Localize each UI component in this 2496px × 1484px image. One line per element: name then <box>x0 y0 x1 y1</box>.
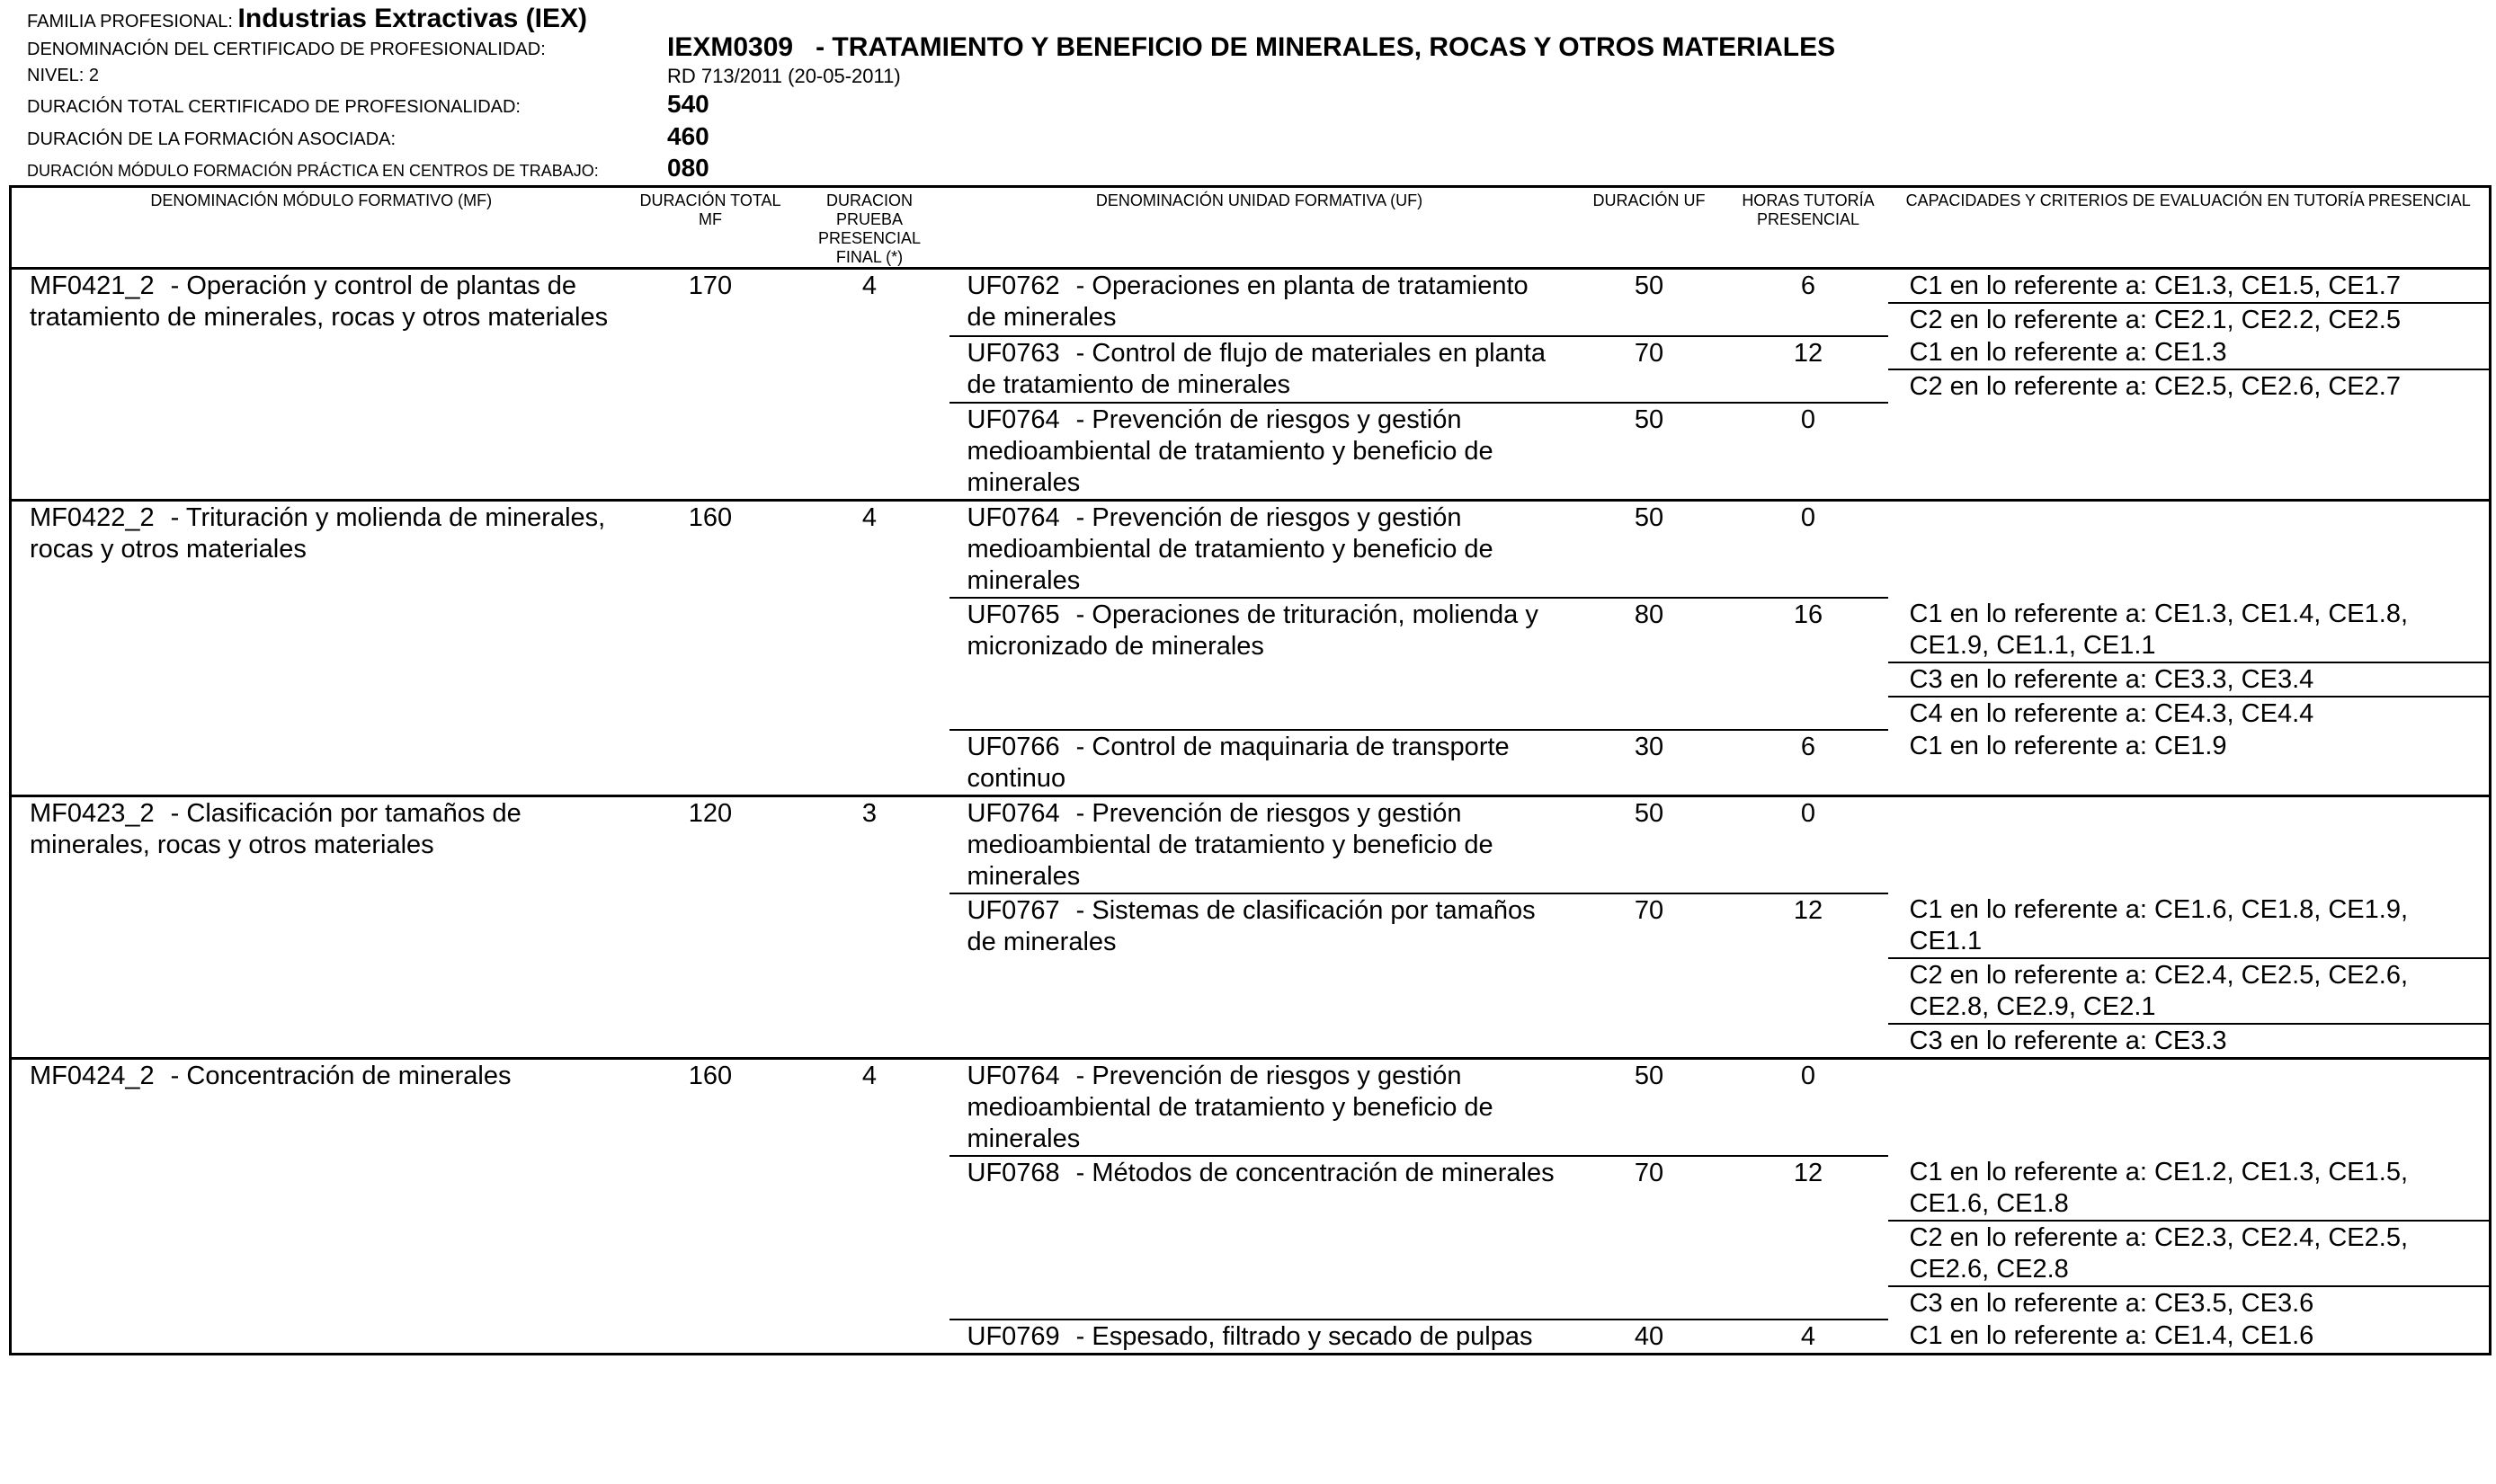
uf-duracion-value: 50 <box>1634 271 1664 300</box>
uf-name: - Métodos de concentración de minerales <box>1075 1159 1555 1187</box>
uf-code: UF0765 <box>967 600 1060 629</box>
uf-tutoria-value: 0 <box>1800 405 1816 434</box>
uf-duracion <box>1570 1320 1729 1355</box>
table-row <box>11 269 2491 304</box>
uf-horas-tutoria <box>1729 893 1888 1059</box>
rd-value: RD 713/2011 (20-05-2011) <box>667 65 901 87</box>
modules-table <box>9 185 2492 1355</box>
uf-name: - Prevención de riesgos y gestión medioambiental de tratamiento y beneficio de minerales <box>967 503 1493 595</box>
criterio-cell <box>1888 730 2491 796</box>
certificado-title <box>667 32 1835 63</box>
uf-tutoria-value: 12 <box>1793 896 1823 925</box>
uf-name: - Operaciones de trituración, molienda y micronizado de minerales <box>967 600 1538 661</box>
uf-horas-tutoria <box>1729 336 1888 403</box>
uf-duracion <box>1570 1059 1729 1157</box>
uf-code: UF0762 <box>967 271 1060 300</box>
certificado-name: - TRATAMIENTO Y BENEFICIO DE MINERALES, ROCAS Y OTROS MATERIALES <box>816 32 1836 62</box>
uf-tutoria-value: 12 <box>1793 339 1823 368</box>
module-cell <box>11 796 631 1059</box>
module-name: - Trituración y molienda de minerales, rocas y otros materiales <box>30 503 606 564</box>
criterio-text: C3 en lo referente a: CE3.3 <box>1909 1026 2227 1055</box>
uf-tutoria-value: 12 <box>1793 1159 1823 1187</box>
uf-duracion <box>1570 1156 1729 1320</box>
module-prueba-value: 4 <box>861 1062 878 1090</box>
module-duracion <box>631 1059 790 1355</box>
table-body <box>11 269 2491 1355</box>
module-prueba <box>790 501 949 796</box>
duracion-total-label: DURACIÓN TOTAL CERTIFICADO DE PROFESIONALIDAD: <box>27 97 521 117</box>
criterio-text: C1 en lo referente a: CE1.2, CE1.3, CE1.5, CE1.6, CE1.8 <box>1909 1158 2409 1218</box>
familia-profesional <box>27 4 587 34</box>
uf-tutoria-value: 6 <box>1800 271 1816 300</box>
uf-duracion <box>1570 403 1729 501</box>
module-duracion <box>631 796 790 1059</box>
uf-code: UF0767 <box>967 896 1060 925</box>
criterio-text: C1 en lo referente a: CE1.3 <box>1909 338 2227 367</box>
criterio-cell <box>1888 501 2491 599</box>
uf-horas-tutoria <box>1729 796 1888 894</box>
module-prueba <box>790 269 949 501</box>
uf-cell <box>949 730 1570 796</box>
criterio-text: C1 en lo referente a: CE1.3, CE1.4, CE1.8, CE1.9, CE1.1, CE1.1 <box>1909 600 2409 660</box>
module-prueba-value: 3 <box>861 799 878 828</box>
uf-cell <box>949 1059 1570 1157</box>
uf-duracion <box>1570 269 1729 337</box>
criterio-text: C3 en lo referente a: CE3.5, CE3.6 <box>1909 1289 2314 1318</box>
uf-name: - Prevención de riesgos y gestión medioambiental de tratamiento y beneficio de minerales <box>967 799 1493 891</box>
uf-code: UF0764 <box>967 503 1060 532</box>
module-cell <box>11 1059 631 1355</box>
uf-name: - Sistemas de clasificación por tamaños de minerales <box>967 896 1536 956</box>
nivel-label: NIVEL: 2 <box>27 66 100 85</box>
module-code: MF0421_2 <box>30 271 155 300</box>
criterio-cell <box>1888 1156 2491 1221</box>
uf-duracion-value: 70 <box>1634 1159 1664 1187</box>
certificado-code: IEXM0309 <box>667 32 794 62</box>
uf-horas-tutoria <box>1729 403 1888 501</box>
criterio-cell <box>1888 893 2491 958</box>
uf-duracion-value: 50 <box>1634 1062 1664 1090</box>
duracion-total-value: 540 <box>667 90 709 118</box>
uf-horas-tutoria <box>1729 730 1888 796</box>
uf-horas-tutoria <box>1729 1059 1888 1157</box>
uf-horas-tutoria <box>1729 1156 1888 1320</box>
uf-duracion <box>1570 796 1729 894</box>
uf-duracion-value: 80 <box>1634 600 1664 629</box>
uf-horas-tutoria <box>1729 269 1888 337</box>
criterio-cell <box>1888 369 2491 403</box>
uf-code: UF0769 <box>967 1322 1060 1351</box>
module-prueba <box>790 796 949 1059</box>
uf-cell <box>949 1320 1570 1355</box>
uf-duracion-value: 70 <box>1634 896 1664 925</box>
uf-tutoria-value: 0 <box>1800 1062 1816 1090</box>
module-name: - Clasificación por tamaños de minerales, rocas y otros materiales <box>30 799 521 859</box>
uf-name: - Operaciones en planta de tratamiento de minerales <box>967 271 1529 332</box>
col-header-duracion-mf: DURACIÓN TOTAL MF <box>639 191 781 228</box>
uf-cell <box>949 1156 1570 1320</box>
familia-label: FAMILIA PROFESIONAL: <box>27 12 233 31</box>
criterio-cell <box>1888 269 2491 304</box>
module-cell <box>11 501 631 796</box>
module-prueba-value: 4 <box>861 503 878 532</box>
criterio-text: C2 en lo referente a: CE2.5, CE2.6, CE2.7 <box>1909 372 2401 401</box>
uf-duracion-value: 50 <box>1634 799 1664 828</box>
col-header-horas-tutoria: HORAS TUTORÍA PRESENCIAL <box>1742 191 1875 228</box>
table-header-row <box>11 187 2491 269</box>
criterio-cell <box>1888 958 2491 1024</box>
uf-duracion-value: 50 <box>1634 405 1664 434</box>
uf-cell <box>949 403 1570 501</box>
uf-name: - Control de flujo de materiales en planta de tratamiento de minerales <box>967 339 1546 399</box>
criterio-cell <box>1888 598 2491 662</box>
module-name: - Concentración de minerales <box>170 1062 512 1090</box>
uf-duracion <box>1570 893 1729 1059</box>
module-duracion-value: 160 <box>688 1062 733 1090</box>
criterio-cell <box>1888 1024 2491 1059</box>
uf-horas-tutoria <box>1729 598 1888 730</box>
module-duracion-value: 160 <box>688 503 733 532</box>
criterio-text: C1 en lo referente a: CE1.6, CE1.8, CE1.9, CE1.1 <box>1909 895 2409 955</box>
uf-tutoria-value: 0 <box>1800 799 1816 828</box>
uf-code: UF0768 <box>967 1159 1060 1187</box>
uf-duracion <box>1570 501 1729 599</box>
criterio-cell <box>1888 1286 2491 1320</box>
criterio-text: C4 en lo referente a: CE4.3, CE4.4 <box>1909 699 2314 728</box>
uf-duracion-value: 40 <box>1634 1322 1664 1351</box>
module-prueba-value: 4 <box>861 271 878 300</box>
uf-code: UF0764 <box>967 405 1060 434</box>
practica-label: DURACIÓN MÓDULO FORMACIÓN PRÁCTICA EN CENTROS DE TRABAJO: <box>27 162 599 180</box>
uf-horas-tutoria <box>1729 1320 1888 1355</box>
uf-code: UF0763 <box>967 339 1060 368</box>
denominacion-label: DENOMINACIÓN DEL CERTIFICADO DE PROFESIONALIDAD: <box>27 40 546 59</box>
uf-duracion <box>1570 336 1729 403</box>
table-row <box>11 796 2491 894</box>
module-code: MF0423_2 <box>30 799 155 828</box>
uf-horas-tutoria <box>1729 501 1888 599</box>
uf-cell <box>949 598 1570 730</box>
module-code: MF0424_2 <box>30 1062 155 1090</box>
criterio-cell <box>1888 336 2491 369</box>
uf-name: - Espesado, filtrado y secado de pulpas <box>1075 1322 1533 1351</box>
col-header-prueba: DURACION PRUEBA PRESENCIAL FINAL (*) <box>817 191 922 266</box>
uf-name: - Prevención de riesgos y gestión medioambiental de tratamiento y beneficio de minerales <box>967 1062 1493 1153</box>
criterio-cell <box>1888 403 2491 501</box>
practica-value: 080 <box>667 154 709 182</box>
col-header-duracion-uf: DURACIÓN UF <box>1592 191 1706 209</box>
uf-tutoria-value: 4 <box>1800 1322 1816 1351</box>
criterio-cell <box>1888 1059 2491 1157</box>
uf-cell <box>949 501 1570 599</box>
col-header-uf: DENOMINACIÓN UNIDAD FORMATIVA (UF) <box>1095 191 1423 209</box>
uf-cell <box>949 336 1570 403</box>
module-duracion <box>631 269 790 501</box>
uf-code: UF0766 <box>967 733 1060 761</box>
criterio-cell <box>1888 303 2491 336</box>
col-header-capacidades: CAPACIDADES Y CRITERIOS DE EVALUACIÓN EN TUTORÍA PRESENCIAL <box>1905 191 2471 209</box>
uf-cell <box>949 796 1570 894</box>
uf-duracion-value: 30 <box>1634 733 1664 761</box>
criterio-text: C1 en lo referente a: CE1.4, CE1.6 <box>1909 1321 2314 1350</box>
module-code: MF0422_2 <box>30 503 155 532</box>
document-header <box>0 0 2496 185</box>
uf-duracion <box>1570 730 1729 796</box>
uf-tutoria-value: 0 <box>1800 503 1816 532</box>
criterio-text: C2 en lo referente a: CE2.3, CE2.4, CE2.5, CE2.6, CE2.8 <box>1909 1223 2409 1284</box>
module-prueba <box>790 1059 949 1355</box>
module-duracion-value: 120 <box>688 799 733 828</box>
criterio-cell <box>1888 662 2491 697</box>
uf-cell <box>949 269 1570 337</box>
uf-name: - Control de maquinaria de transporte continuo <box>967 733 1510 793</box>
uf-code: UF0764 <box>967 1062 1060 1090</box>
criterio-text: C1 en lo referente a: CE1.3, CE1.5, CE1.7 <box>1909 271 2401 300</box>
formacion-asociada-label: DURACIÓN DE LA FORMACIÓN ASOCIADA: <box>27 129 397 149</box>
familia-value: Industrias Extractivas (IEX) <box>237 4 588 33</box>
criterio-text: C1 en lo referente a: CE1.9 <box>1909 732 2227 760</box>
uf-duracion <box>1570 598 1729 730</box>
criterio-cell <box>1888 796 2491 894</box>
module-duracion <box>631 501 790 796</box>
uf-tutoria-value: 16 <box>1793 600 1823 629</box>
uf-cell <box>949 893 1570 1059</box>
uf-name: - Prevención de riesgos y gestión medioambiental de tratamiento y beneficio de minerales <box>967 405 1493 497</box>
criterio-text: C2 en lo referente a: CE2.4, CE2.5, CE2.6, CE2.8, CE2.9, CE2.1 <box>1909 961 2409 1021</box>
col-header-mf: DENOMINACIÓN MÓDULO FORMATIVO (MF) <box>150 191 493 209</box>
table-row <box>11 501 2491 599</box>
module-duracion-value: 170 <box>688 271 733 300</box>
criterio-text: C3 en lo referente a: CE3.3, CE3.4 <box>1909 665 2314 694</box>
uf-duracion-value: 50 <box>1634 503 1664 532</box>
module-cell <box>11 269 631 501</box>
table-row <box>11 1059 2491 1157</box>
criterio-cell <box>1888 697 2491 730</box>
criterio-cell <box>1888 1320 2491 1355</box>
uf-code: UF0764 <box>967 799 1060 828</box>
module-name: - Operación y control de plantas de tratamiento de minerales, rocas y otros materiales <box>30 271 609 332</box>
criterio-text: C2 en lo referente a: CE2.1, CE2.2, CE2.5 <box>1909 306 2401 334</box>
uf-duracion-value: 70 <box>1634 339 1664 368</box>
formacion-asociada-value: 460 <box>667 122 709 150</box>
criterio-cell <box>1888 1221 2491 1286</box>
uf-tutoria-value: 6 <box>1800 733 1816 761</box>
